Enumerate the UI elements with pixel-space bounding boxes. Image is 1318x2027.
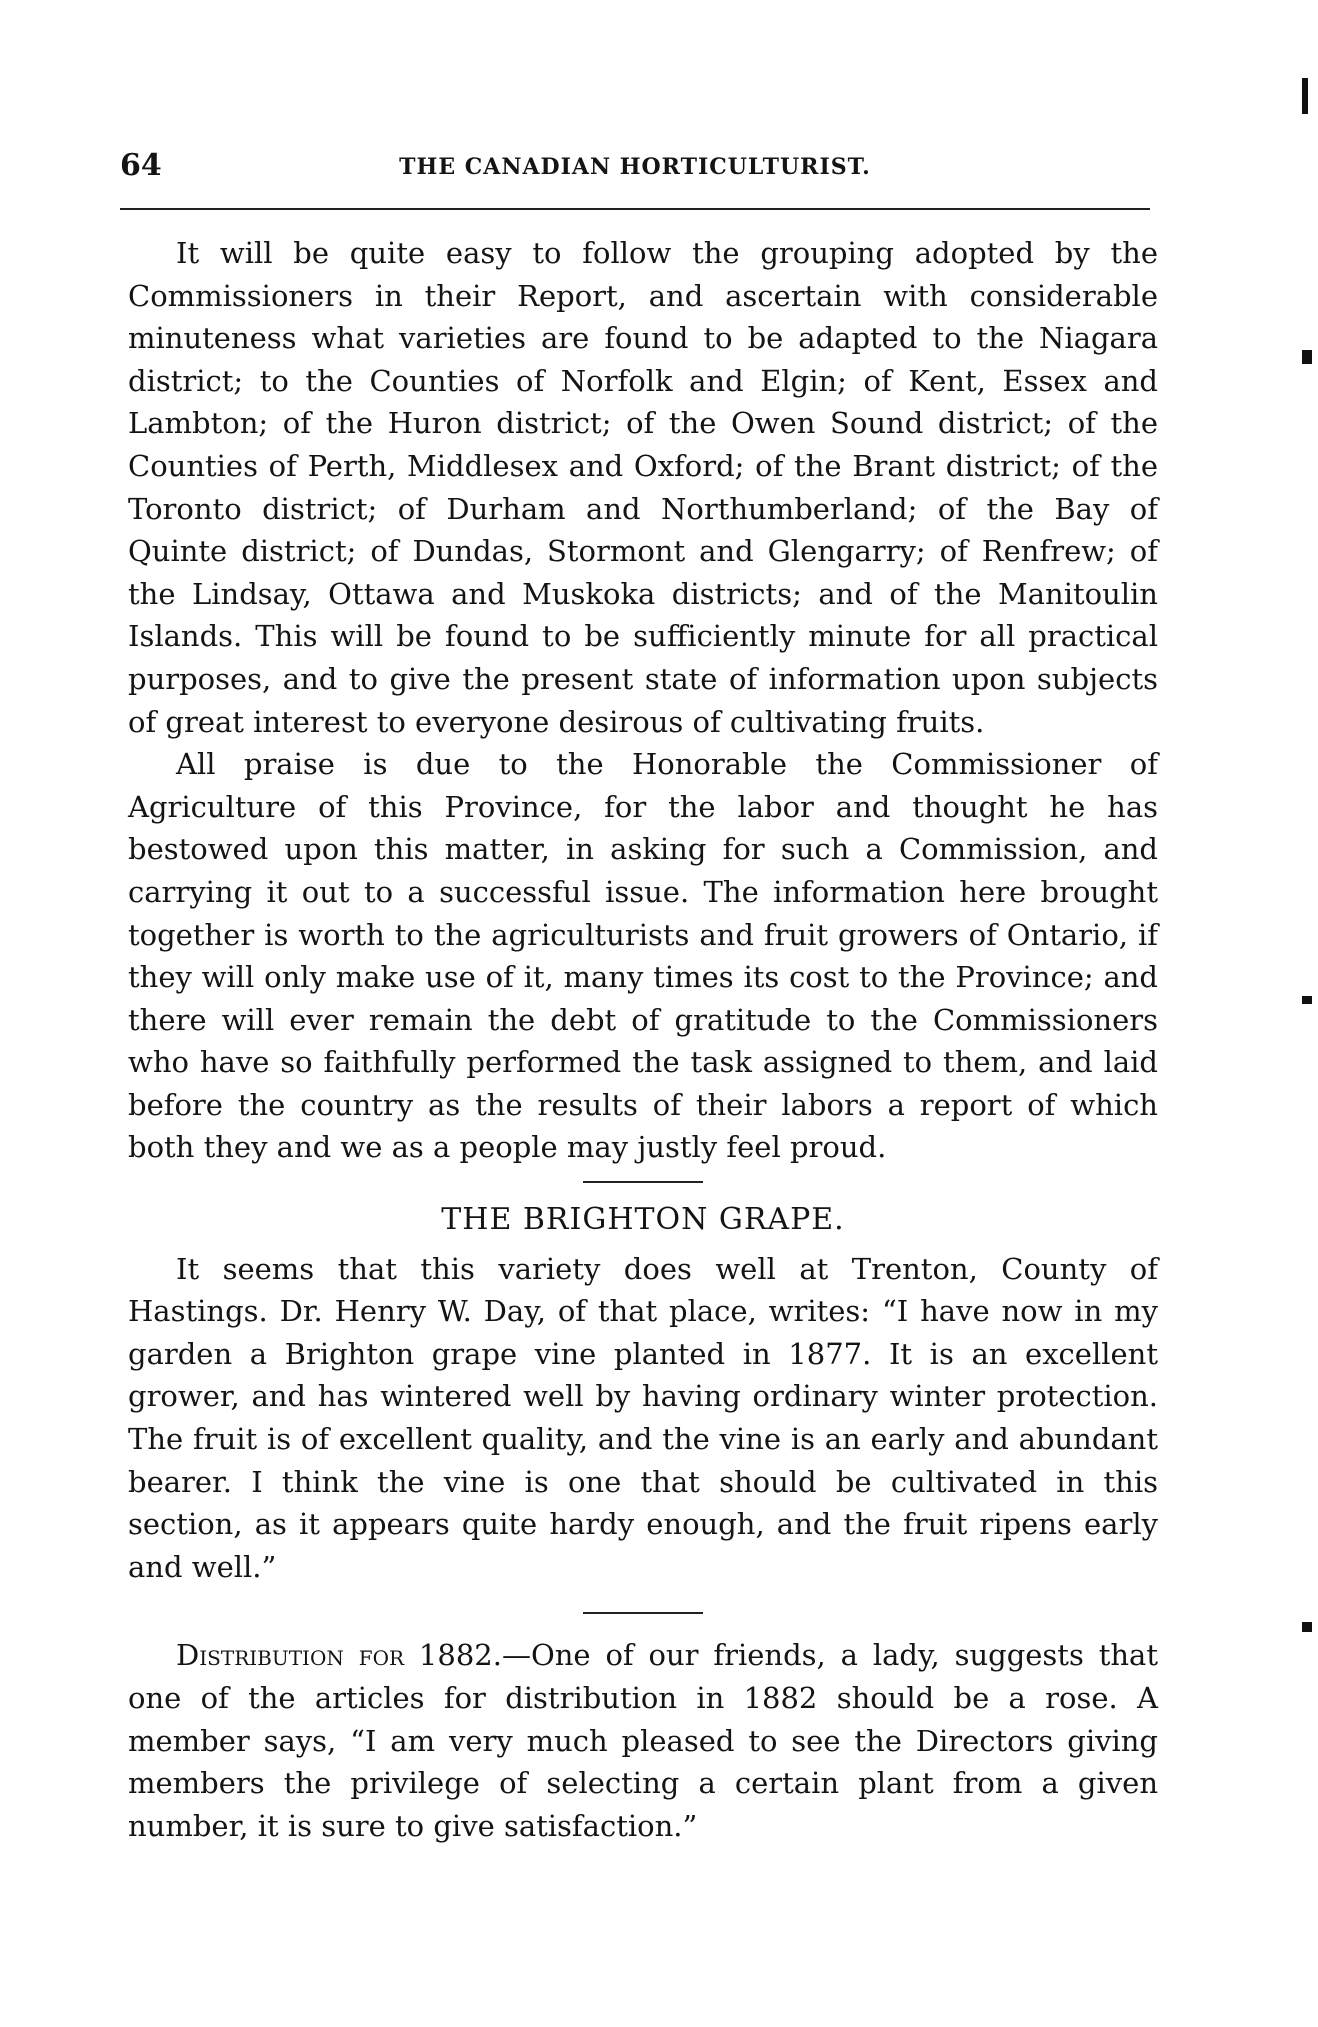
margin-scan-mark	[1302, 1622, 1312, 1632]
page-header	[120, 148, 1150, 188]
distribution-text: —One of our friends, a lady, suggests that one of the articles for distribution in 1882 should be a rose. A member says, “I am very much pleased to see the Directors giving members the privilege of selecting a certain plant from a given number, it is sure to give satisfaction.”	[128, 1638, 1158, 1843]
section-divider	[583, 1612, 703, 1614]
commission-paragraph-1: It will be quite easy to follow the grouping adopted by the Commissioners in their Report, and ascertain with considerable minuteness what varieties are found to be adapted to the Niagara district; to the Counties of Norfolk and Elgin; of Kent, Essex and Lambton; of the Huron district; of the Owen Sound district; of the Counties of Perth, Middlesex and Oxford; of the Brant district; of the Toronto district; of Durham and Northumberland; of the Bay of Quinte district; of Dundas, Stormont and Glengarry; of Renfrew; of the Lindsay, Ottawa and Muskoka districts; and of the Manitoulin Islands. This will be found to be sufficiently minute for all practical purposes, and to give the present state of information upon subjects of great interest to everyone desirous of cultivating fruits.	[128, 236, 1158, 739]
distribution-paragraph	[128, 1634, 1158, 1847]
running-title: THE CANADIAN HORTICULTURIST.	[399, 154, 871, 180]
brighton-grape-paragraph: It seems that this variety does well at Trenton, County of Hastings. Dr. Henry W. Day, of that place, writes: “I have now in my garden a Brighton grape vine planted in 1877. It is an excellent grower, and has wintered well by having ordinary winter protection. The fruit is of excellent quality, and the vine is an early and abundant bearer. I think the vine is one that should be cultivated in this section, as it appears quite hardy enough, and the fruit ripens early and well.”	[128, 1251, 1158, 1584]
brighton-grape-heading: THE BRIGHTON GRAPE.	[441, 1202, 845, 1238]
margin-scan-mark	[1302, 78, 1308, 114]
page-number: 64	[120, 148, 162, 183]
distribution-lead: Distribution for 1882.	[176, 1638, 502, 1673]
margin-scan-mark	[1302, 996, 1312, 1004]
page-body	[128, 232, 1158, 1847]
header-rule	[120, 208, 1150, 210]
margin-scan-mark	[1302, 350, 1312, 364]
commission-paragraph-2: All praise is due to the Honorable the Commissioner of Agriculture of this Province, for the labor and thought he has bestowed upon this matter, in asking for such a Commission, and carrying it out to a successful issue. The information here brought together is worth to the agriculturists and fruit growers of Ontario, if they will only make use of it, many times its cost to the Province; and there will ever remain the debt of gratitude to the Commissioners who have so faithfully performed the task assigned to them, and laid before the country as the results of their labors a report of which both they and we as a people may justly feel proud.	[128, 747, 1158, 1165]
section-divider	[583, 1181, 703, 1183]
